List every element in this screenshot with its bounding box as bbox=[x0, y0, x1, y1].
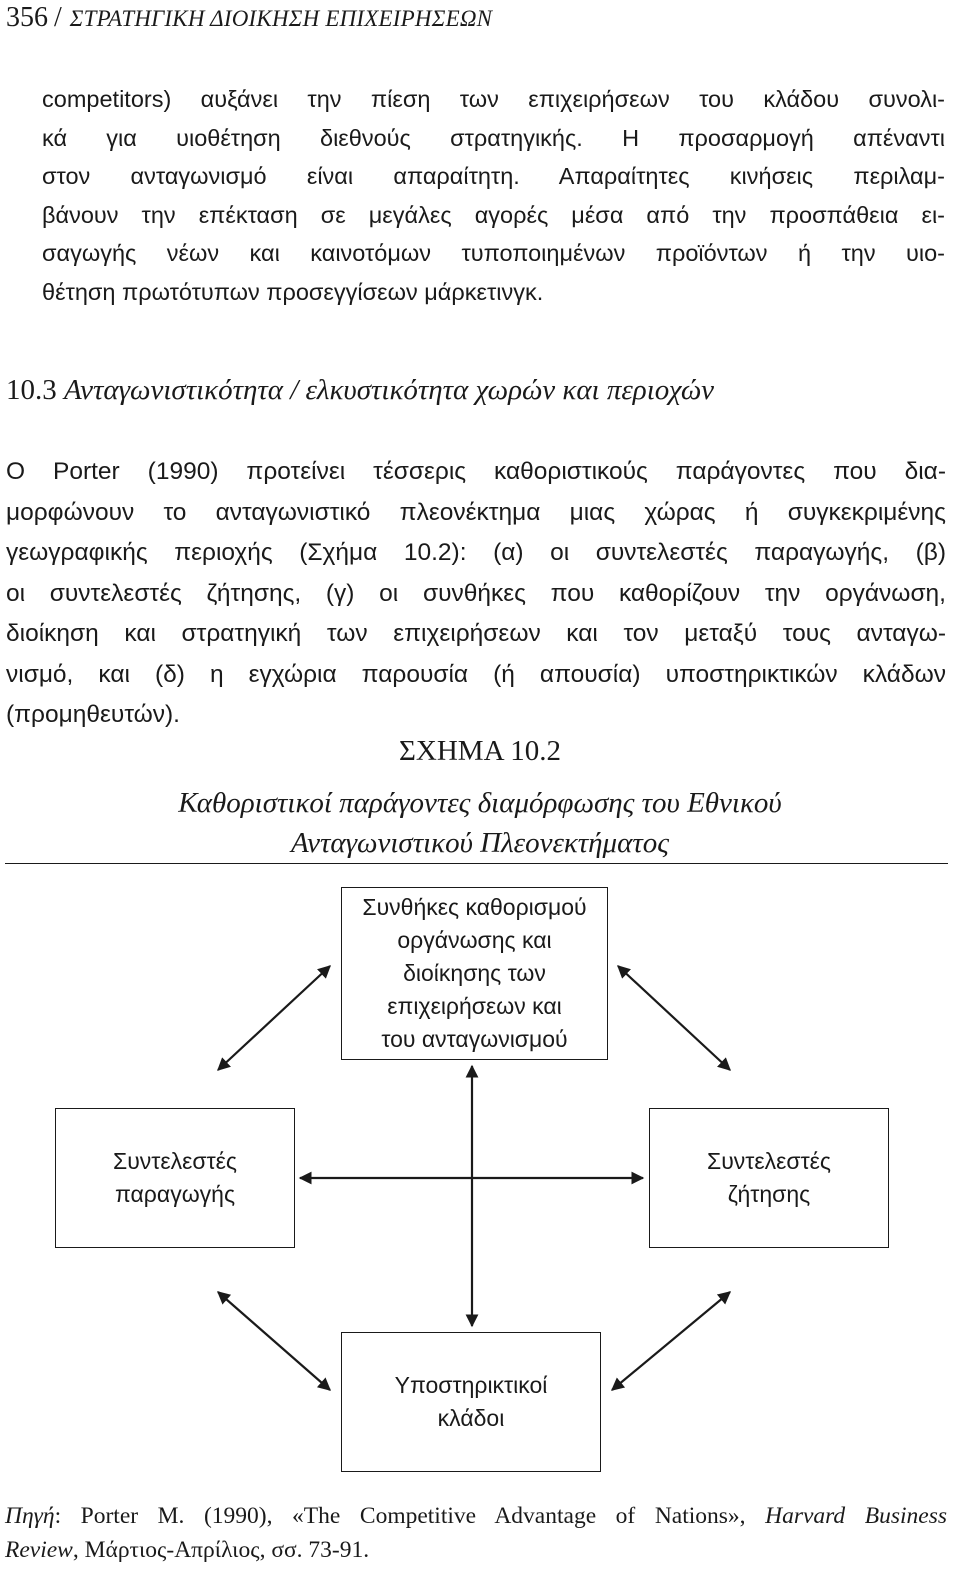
box-line: ζήτησης bbox=[727, 1181, 811, 1207]
section-title: Ανταγωνιστικότητα / ελκυστικότητα χωρών και περιοχών bbox=[64, 374, 714, 406]
box-line: Συντελεστές bbox=[112, 1148, 237, 1174]
arrow-left-bottom bbox=[218, 1292, 330, 1390]
section-number: 10.3 bbox=[6, 374, 57, 406]
paragraph-line: νισμό, και (δ) η εγχώρια παρουσία (ή απουσία) υποστηρικτικών κλάδων bbox=[6, 660, 946, 688]
paragraph-line: γεωγραφικής περιοχής (Σχήμα 10.2): (α) οι συντελεστές παραγωγής, (β) bbox=[6, 539, 946, 566]
box-line: παραγωγής bbox=[114, 1181, 236, 1207]
source-colon: : bbox=[54, 1503, 62, 1529]
figure-caption-line: Ανταγωνιστικού Πλεονεκτήματος bbox=[291, 827, 669, 859]
source-text: Porter M. (1990), «The Competitive Advantage of Nations», bbox=[61, 1503, 766, 1529]
figure-caption-line: Καθοριστικοί παράγοντες διαμόρφωσης του Εθνικού bbox=[178, 787, 782, 819]
arrow-top-left bbox=[218, 966, 330, 1070]
page-number: 356 bbox=[6, 2, 48, 33]
box-line: κλάδοι bbox=[437, 1405, 505, 1431]
box-line: Συνθήκες καθορισμού bbox=[362, 894, 587, 920]
arrow-top-right bbox=[618, 966, 730, 1070]
paragraph-line: στον ανταγωνισμό είναι απαραίτητη. Απαραίτητες κινήσεις περιλαμ- bbox=[42, 163, 945, 189]
figure-label: ΣΧΗΜΑ 10.2 bbox=[399, 735, 561, 767]
box-line: διοίκησης των bbox=[403, 960, 546, 986]
source-journal: Harvard Business bbox=[765, 1503, 947, 1529]
box-line: Υποστηρικτικοί bbox=[394, 1372, 548, 1398]
paragraph-line: οι συντελεστές ζήτησης, (γ) οι συνθήκες που καθορίζουν την οργάνωση, bbox=[6, 579, 946, 607]
arrow-right-bottom bbox=[612, 1292, 730, 1390]
box-firm-strategy bbox=[341, 887, 608, 1060]
box-supporting-industries bbox=[341, 1332, 601, 1472]
box-line: του ανταγωνισμού bbox=[381, 1026, 568, 1052]
book-title: ΣΤΡΑΤΗΓΙΚΗ ΔΙΟΙΚΗΣΗ ΕΠΙΧΕΙΡΗΣΕΩΝ bbox=[69, 6, 493, 31]
box-factor-conditions bbox=[55, 1108, 295, 1248]
box-line: επιχειρήσεων και bbox=[387, 993, 562, 1019]
running-head-separator: / bbox=[54, 2, 62, 33]
paragraph-line: μορφώνουν το ανταγωνιστικό πλεονέκτημα μιας χώρας ή συγκεκριμένης bbox=[6, 498, 946, 526]
paragraph-line: (προμηθευτών). bbox=[6, 701, 180, 728]
paragraph-line: διοίκηση και στρατηγική των επιχειρήσεων και τον μεταξύ τους ανταγω- bbox=[6, 620, 946, 647]
box-line: οργάνωσης και bbox=[397, 927, 552, 953]
figure-source bbox=[5, 1499, 947, 1567]
paragraph-line: βάνουν την επέκταση σε μεγάλες αγορές μέσα από την προσπάθεια ει- bbox=[42, 201, 945, 228]
box-demand-conditions bbox=[649, 1108, 889, 1248]
box-line: Συντελεστές bbox=[706, 1148, 831, 1174]
source-journal-cont: Review bbox=[5, 1537, 73, 1563]
paragraph-line: competitors) αυξάνει την πίεση των επιχειρήσεων του κλάδου συνολι- bbox=[42, 86, 945, 112]
paragraph-line: Ο Porter (1990) προτείνει τέσσερις καθοριστικούς παράγοντες που δια- bbox=[6, 458, 946, 485]
source-rest: , Μάρτιος-Απρίλιος, σσ. 73-91. bbox=[72, 1537, 370, 1563]
source-label: Πηγή bbox=[5, 1503, 55, 1529]
paragraph-line: θέτηση πρωτότυπων προσεγγίσεων μάρκετινγκ. bbox=[42, 278, 544, 305]
paragraph-line: κά για υιοθέτηση διεθνούς στρατηγικής. Η προσαρμογή απέναντι bbox=[42, 124, 945, 151]
source-line bbox=[5, 1533, 947, 1567]
source-line bbox=[5, 1499, 947, 1533]
paragraph-line: σαγωγής νέων και καινοτόμων τυποποιημένων προϊόντων ή την υιο- bbox=[42, 240, 945, 266]
